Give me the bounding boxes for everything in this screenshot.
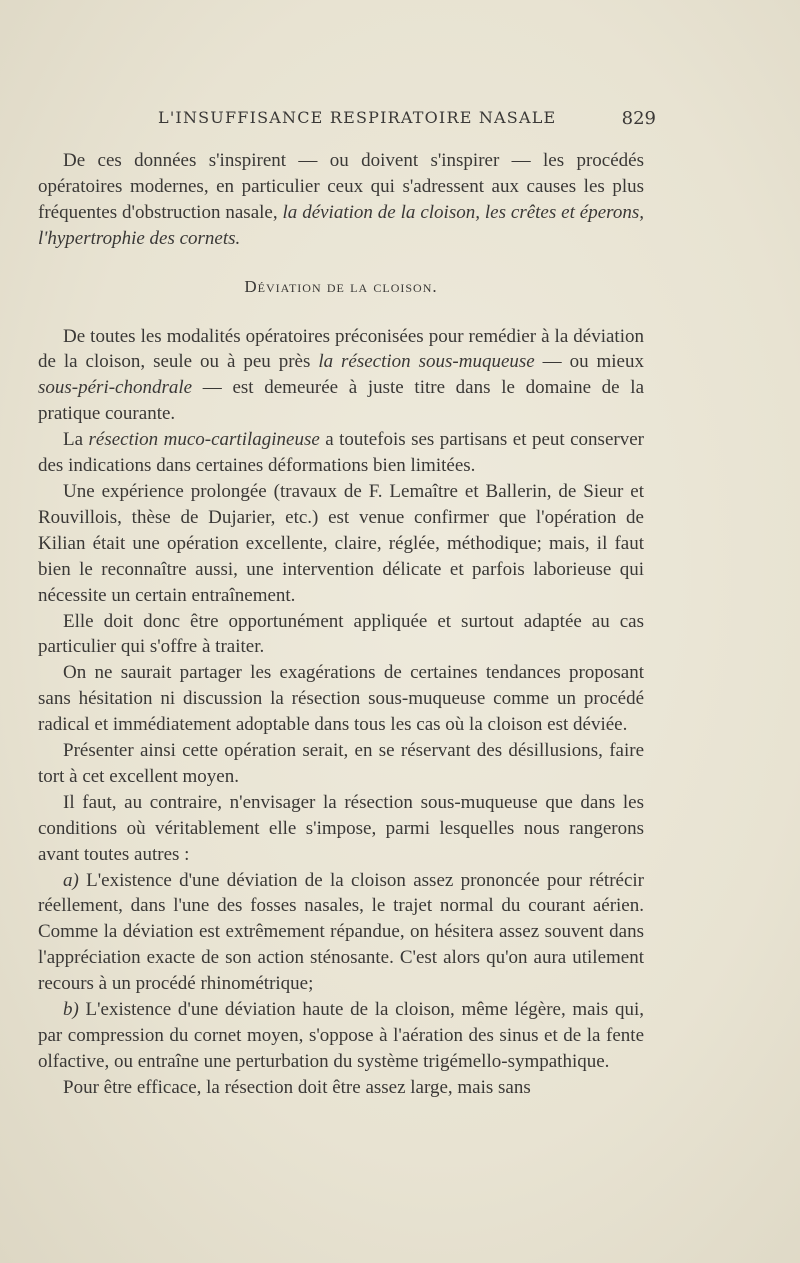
text-run: — ou mieux [534, 351, 644, 373]
page-header [100, 108, 660, 134]
paragraph-application: Elle doit donc être opportunément appliquée et surtout adaptée au cas particulier qui s'offre à traiter. [38, 610, 644, 658]
paragraph-presentation: Présenter ainsi cette opération serait, en se réservant des désillusions, faire tort à cet excellent moyen. [38, 740, 644, 787]
page-body [38, 148, 644, 1101]
text-run: De toutes les modalités opératoires préconisées pour remédier à la déviation de la cloison, seule ou à peu près [38, 325, 644, 373]
text-run: — est demeurée à juste titre dans le domaine de la pratique courante. [38, 377, 644, 425]
running-title: L'INSUFFISANCE RESPIRATOIRE NASALE [158, 108, 557, 127]
text-run: L'existence d'une déviation haute de la cloison, même légère, mais qui, par compression du cornet moyen, s'oppose à l'aération des sinus et de la fente olfactive, ou entraîne une perturbation du système trigémello-sympathique. [38, 999, 644, 1072]
text-run: La [63, 429, 89, 451]
list-marker: a) [63, 869, 79, 891]
paragraph-intro [38, 148, 644, 252]
paragraph-resection [38, 324, 644, 428]
paragraph-experience: Une expérience prolongée (travaux de F. Lemaître et Ballerin, de Sieur et Rouvillois, thèse de Dujarier, etc.) est venue confirmer que l'opération de Kilian était une opération excellente, claire, réglée, méthodique; mais, il faut bien le reconnaître aussi, une intervention délicate et parfois laborieuse qui nécessite un certain entraînement. [38, 480, 644, 606]
italic-run: la résection sous-muqueuse [318, 351, 535, 373]
paragraph-condition-b [38, 997, 644, 1075]
italic-run: résection muco-cartilagineuse [88, 429, 320, 451]
section-title [38, 274, 644, 300]
paragraph-conditions: Il faut, au contraire, n'envisager la résection sous-muqueuse que dans les conditions où véritablement elle s'impose, parmi lesquelles nous rangerons avant toutes autres : [38, 791, 644, 865]
italic-run: sous-péri-chondrale [38, 377, 193, 399]
text-run: a toutefois ses partisans et peut conserver des indications dans certaines déformations bien limitées. [38, 429, 644, 477]
list-marker: b) [63, 999, 79, 1021]
text-run: De ces données s'inspirent — ou doivent s'inspirer — les procédés opératoires modernes, en particulier ceux qui s'adressent aux causes les plus fréquentes d'obstruction nasale, [38, 150, 644, 223]
paragraph-muco [38, 427, 644, 479]
paragraph-efficacy: Pour être efficace, la résection doit être assez large, mais sans [63, 1076, 531, 1098]
section-title-text: Déviation de la cloison. [244, 276, 438, 296]
paragraph-condition-a [38, 868, 644, 998]
italic-run: la déviation de la cloison, les crêtes et éperons, l'hypertrophie des cornets. [38, 201, 644, 249]
paragraph-exaggerations: On ne saurait partager les exagérations de certaines tendances proposant sans hésitation ni discussion la résection sous-muqueuse comme un procédé radical et immédiatement adoptable dans tous les cas où la cloison est déviée. [38, 662, 644, 736]
page-number: 829 [621, 108, 656, 129]
text-run: L'existence d'une déviation de la cloison assez prononcée pour rétrécir réellement, dans l'une des fosses nasales, le trajet normal du courant aérien. Comme la déviation est extrêmement répandue, on hésitera assez souvent dans l'appréciation exacte de son action sténosante. C'est alors qu'on aura utilement recours à un procédé rhinométrique; [38, 869, 644, 995]
